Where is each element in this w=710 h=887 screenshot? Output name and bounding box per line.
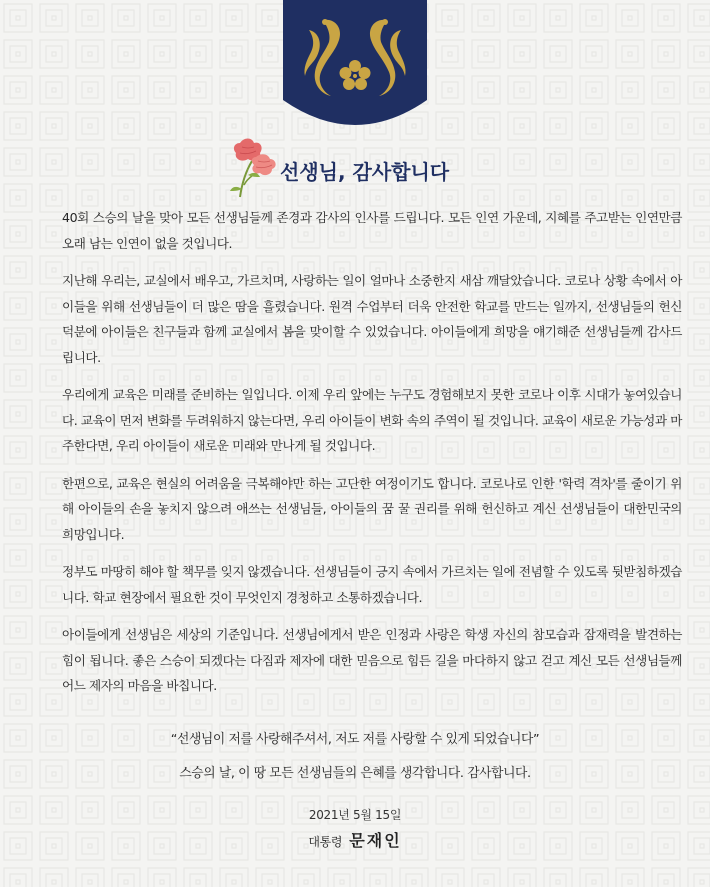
paragraph: 정부도 마땅히 해야 할 책무를 잊지 않겠습니다. 선생님들이 긍지 속에서 가르치는 일에 전념할 수 있도록 뒷받침하겠습니다. 학교 현장에서 필요한 것이 무엇인지 경청하고 소통하겠습니다. [62, 564, 682, 605]
paragraph: 지난해 우리는, 교실에서 배우고, 가르치며, 사랑하는 일이 얼마나 소중한지 새삼 깨달았습니다. 코로나 상황 속에서 아이들을 위해 선생님들이 더 많은 땀을 흘렸습니다. 원격 수업부터 더욱 안전한 학교를 만드는 일까지, 선생님들의 헌신 덕분에 아이들은 친구들과 함께 교실에서 봄을 맞이할 수 있었습니다. 아이들에게 희망을 얘기해준 선생님들께 감사드립니다. [62, 273, 682, 365]
closing-line: 스승의 날, 이 땅 모든 선생님들의 은혜를 생각합니다. 감사합니다. [179, 766, 531, 781]
paragraph: 40회 스승의 날을 맞아 모든 선생님들께 존경과 감사의 인사를 드립니다. 모든 인연 가운데, 지혜를 주고받는 인연만큼 오래 남는 인연이 없을 것입니다. [62, 210, 682, 251]
paragraph: 아이들에게 선생님은 세상의 기준입니다. 선생님에게서 받은 인정과 사랑은 학생 자신의 참모습과 잠재력을 발견하는 힘이 됩니다. 좋은 스승이 되겠다는 다짐과 제자에 대한 믿음으로 힘든 길을 마다하지 않고 걷고 계신 모든 선생님들께 어느 제자의 마음을 바칩니다. [62, 627, 682, 693]
signer-name: 문재인 [349, 831, 402, 850]
paragraph: 한편으로, 교육은 현실의 어려움을 극복해야만 하는 고단한 여정이기도 합니다. 코로나로 인한 '학력 격차'를 줄이기 위해 아이들의 손을 놓치지 않으려 애쓰는 선생님들, 아이들의 꿈 꿀 권리를 위해 헌신하고 계신 선생님들이 대한민국의 희망입니다. [62, 475, 682, 542]
student-quote: “선생님이 저를 사랑해주셔서, 저도 저를 사랑할 수 있게 되었습니다” [170, 732, 540, 747]
letter-heading [222, 135, 522, 200]
letter-date: 2021년 5월 15일 [308, 808, 402, 822]
phoenix-emblem-icon [283, 0, 427, 131]
signature [0, 828, 710, 851]
letter-title: 선생님, 감사합니다 [280, 160, 450, 184]
paragraph: 우리에게 교육은 미래를 준비하는 일입니다. 이제 우리 앞에는 누구도 경험해보지 못한 코로나 이후 시대가 놓여있습니다. 교육이 먼저 변화를 두려워하지 않는다면, 우리 아이들이 변화 속의 주역이 될 것입니다. 교육이 새로운 가능성과 마주한다면, 우리 아이들이 새로운 미래와 만나게 될 것입니다. [62, 387, 682, 453]
carnation-icon [222, 135, 282, 200]
signer-title: 대통령 [308, 835, 343, 849]
letter-body [62, 205, 682, 711]
